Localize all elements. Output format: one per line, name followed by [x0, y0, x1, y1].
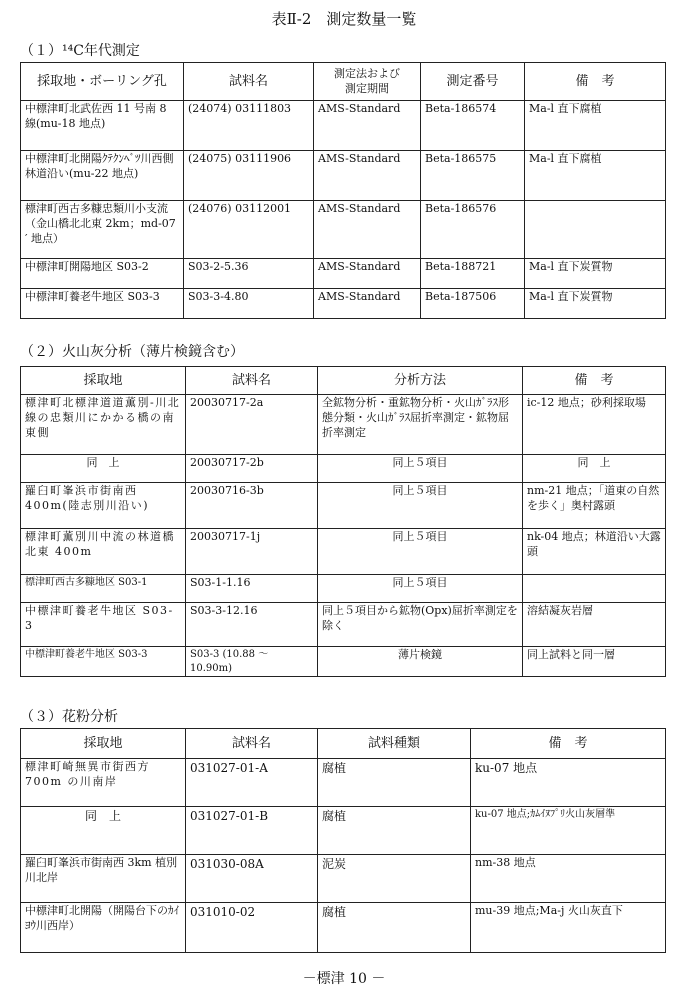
- header-cell: 試料名: [184, 63, 314, 101]
- method-cell: 同上５項目: [318, 455, 523, 483]
- sample-cell: S03-3-12.16: [186, 603, 318, 647]
- sample-cell: 031010-02: [186, 903, 318, 953]
- table-row: [21, 289, 666, 319]
- section1-title: （１）¹⁴C年代測定: [20, 43, 140, 59]
- location-cell: 標津町西古多糠忠類川小支流（金山橋北北東 2km；md-07 ′ 地点）: [21, 201, 184, 259]
- location-cell: 中標津町北開陽ｸﾃｸﾝﾍﾞﾂ川西側林道沿い(mu-22 地点): [21, 151, 184, 201]
- c14-table: [20, 62, 666, 319]
- method-cell: AMS-Standard: [314, 201, 421, 259]
- header-cell: 備 考: [523, 367, 666, 395]
- sample-type-cell: 腐植: [318, 903, 471, 953]
- measurement-id-cell: Beta-186574: [421, 101, 525, 151]
- table-row: [21, 529, 666, 575]
- note-cell: [525, 201, 666, 259]
- note-cell: ku-07 地点: [471, 759, 666, 807]
- header-cell: 分析方法: [318, 367, 523, 395]
- sample-cell: 20030717-2b: [186, 455, 318, 483]
- sample-cell: S03-1-1.16: [186, 575, 318, 603]
- pollen-table: [20, 728, 666, 953]
- sample-cell: S03-3 (10.88 ～ 10.90m): [186, 647, 318, 677]
- table-header-row: [21, 63, 666, 101]
- location-cell: 中標津町養老牛地区 S03-3: [21, 603, 186, 647]
- measurement-id-cell: Beta-186575: [421, 151, 525, 201]
- note-cell: Ma-l 直下炭質物: [525, 259, 666, 289]
- note-cell: Ma-l 直下腐植: [525, 151, 666, 201]
- method-cell: AMS-Standard: [314, 101, 421, 151]
- sample-cell: 031030-08A: [186, 855, 318, 903]
- sample-type-cell: 泥炭: [318, 855, 471, 903]
- sample-cell: 20030717-2a: [186, 395, 318, 455]
- header-cell: 採取地: [21, 367, 186, 395]
- note-cell: Ma-l 直下腐植: [525, 101, 666, 151]
- note-cell: ku-07 地点;ｶﾑｲﾇﾌﾟﾘ火山灰層準: [471, 807, 666, 855]
- table-row: [21, 259, 666, 289]
- table-row: [21, 483, 666, 529]
- header-cell: 採取地・ボーリング孔: [21, 63, 184, 101]
- tephra-table: [20, 366, 666, 677]
- header-cell: 試料種類: [318, 729, 471, 759]
- location-cell: 同 上: [21, 807, 186, 855]
- table-row: [21, 151, 666, 201]
- table-row: [21, 575, 666, 603]
- header-cell: 試料名: [186, 367, 318, 395]
- location-cell: 羅臼町峯浜市街南西 400m(陸志別川沿い): [21, 483, 186, 529]
- section2-title: （２）火山灰分析（薄片検鏡含む）: [20, 344, 244, 360]
- method-cell: 同上５項目から鉱物(Opx)屈折率測定を除く: [318, 603, 523, 647]
- measurement-id-cell: Beta-186576: [421, 201, 525, 259]
- table-row: [21, 759, 666, 807]
- table-row: [21, 395, 666, 455]
- table-row: [21, 201, 666, 259]
- header-cell: 備 考: [471, 729, 666, 759]
- header-cell: 備 考: [525, 63, 666, 101]
- sample-cell: (24074) 03111803: [184, 101, 314, 151]
- table-header-row: [21, 729, 666, 759]
- location-cell: 中標津町養老牛地区 S03-3: [21, 647, 186, 677]
- location-cell: 標津町北標津道道薫別-川北線の忠類川にかかる橋の南東側: [21, 395, 186, 455]
- location-cell: 標津町薫別川中流の林道橋北東 400m: [21, 529, 186, 575]
- table-row: [21, 455, 666, 483]
- method-cell: 同上５項目: [318, 529, 523, 575]
- header-cell: 試料名: [186, 729, 318, 759]
- note-cell: nm-21 地点；「道東の自然を歩く」奥村露頭: [523, 483, 666, 529]
- method-cell: 全鉱物分析・重鉱物分析・火山ｶﾞﾗｽ形態分類・火山ｶﾞﾗｽ屈折率測定・鉱物屈折率測定: [318, 395, 523, 455]
- method-cell: 同上５項目: [318, 575, 523, 603]
- location-cell: 羅臼町峯浜市街南西 3km 植別川北岸: [21, 855, 186, 903]
- note-cell: nk-04 地点；林道沿い大露頭: [523, 529, 666, 575]
- sample-cell: 20030717-1j: [186, 529, 318, 575]
- sample-cell: S03-3-4.80: [184, 289, 314, 319]
- sample-cell: 031027-01-A: [186, 759, 318, 807]
- location-cell: 標津町崎無異市街西方 700m の川南岸: [21, 759, 186, 807]
- location-cell: 標津町西古多糠地区 S03-1: [21, 575, 186, 603]
- method-cell: AMS-Standard: [314, 151, 421, 201]
- note-cell: 同 上: [523, 455, 666, 483]
- note-cell: 同上試料と同一層: [523, 647, 666, 677]
- location-cell: 中標津町北武佐西 11 号南 8 線(mu-18 地点): [21, 101, 184, 151]
- header-cell: 測定番号: [421, 63, 525, 101]
- table-header-row: [21, 367, 666, 395]
- method-cell: AMS-Standard: [314, 289, 421, 319]
- location-cell: 中標津町開陽地区 S03-2: [21, 259, 184, 289]
- table-row: [21, 855, 666, 903]
- table-row: [21, 101, 666, 151]
- page-title: 表Ⅱ-2 測定数量一覧: [271, 10, 417, 28]
- sample-type-cell: 腐植: [318, 759, 471, 807]
- location-cell: 中標津町養老牛地区 S03-3: [21, 289, 184, 319]
- table-row: [21, 807, 666, 855]
- table-row: [21, 647, 666, 677]
- location-cell: 同 上: [21, 455, 186, 483]
- page-footer: －標津 10 －: [302, 971, 386, 987]
- sample-cell: 20030716-3b: [186, 483, 318, 529]
- sample-type-cell: 腐植: [318, 807, 471, 855]
- table-row: [21, 603, 666, 647]
- note-cell: [523, 575, 666, 603]
- method-cell: 薄片検鏡: [318, 647, 523, 677]
- note-cell: 溶結凝灰岩層: [523, 603, 666, 647]
- section3-title: （３）花粉分析: [20, 709, 118, 725]
- method-cell: 同上５項目: [318, 483, 523, 529]
- sample-cell: (24076) 03112001: [184, 201, 314, 259]
- header-cell: 採取地: [21, 729, 186, 759]
- method-cell: AMS-Standard: [314, 259, 421, 289]
- measurement-id-cell: Beta-188721: [421, 259, 525, 289]
- note-cell: nm-38 地点: [471, 855, 666, 903]
- note-cell: ic-12 地点；砂利採取場: [523, 395, 666, 455]
- sample-cell: 031027-01-B: [186, 807, 318, 855]
- sample-cell: S03-2-5.36: [184, 259, 314, 289]
- sample-cell: (24075) 03111906: [184, 151, 314, 201]
- note-cell: Ma-l 直下炭質物: [525, 289, 666, 319]
- header-cell: 測定法および 測定期間: [314, 63, 421, 101]
- measurement-id-cell: Beta-187506: [421, 289, 525, 319]
- note-cell: mu-39 地点;Ma-j 火山灰直下: [471, 903, 666, 953]
- table-row: [21, 903, 666, 953]
- location-cell: 中標津町北開陽（開陽台下のｶｲﾖｳ川西岸）: [21, 903, 186, 953]
